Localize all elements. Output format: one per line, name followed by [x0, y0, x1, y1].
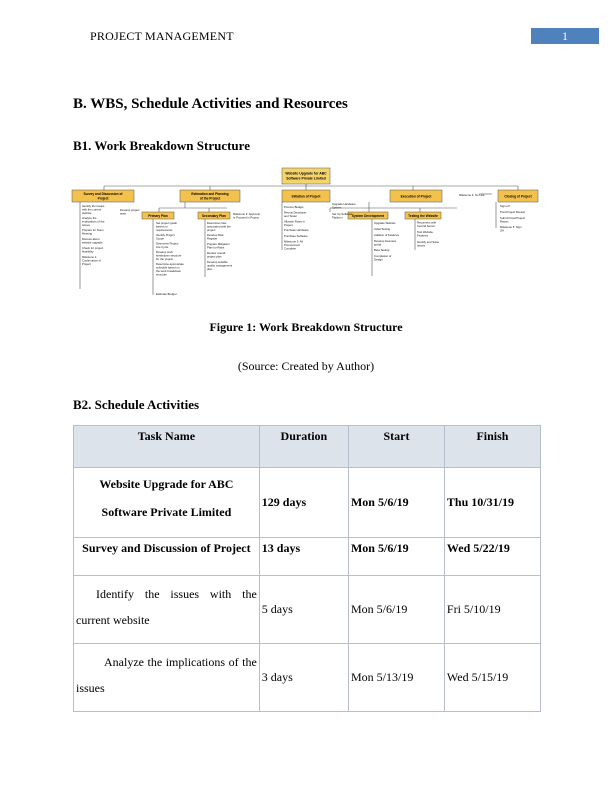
schedule-table — [73, 425, 541, 712]
wbs-diagram — [70, 164, 542, 300]
task-cell: Survey and Discussion of Project — [74, 538, 260, 576]
svg-text:Identify the issues: Identify the issues — [82, 204, 105, 208]
svg-text:portal: portal — [374, 242, 381, 247]
svg-text:Features: Features — [417, 233, 429, 238]
svg-text:Determine appropriate: Determine appropriate — [156, 262, 184, 266]
wbs-root-label-2: Software Private Limited — [286, 176, 326, 181]
svg-text:Milestone 1:: Milestone 1: — [82, 255, 98, 259]
svg-text:System Development: System Development — [351, 214, 385, 218]
svg-text:structure: structure — [156, 272, 167, 277]
svg-text:Complete: Complete — [284, 246, 296, 251]
finish-cell: Fri 5/10/19 — [444, 576, 540, 644]
svg-text:website upgrade: website upgrade — [82, 240, 103, 245]
wbs-heading: B1. Work Breakdown Structure — [73, 138, 250, 153]
svg-text:Develop suitable: Develop suitable — [207, 260, 228, 264]
svg-text:Addition of Features: Addition of Features — [374, 233, 400, 237]
running-header: PROJECT MANAGEMENT — [90, 29, 234, 43]
svg-text:Discuss about: Discuss about — [82, 237, 100, 241]
duration-cell: 3 days — [259, 644, 348, 712]
duration-cell: 5 days — [259, 576, 348, 644]
svg-text:Sign-off: Sign-off — [500, 204, 510, 208]
svg-text:Initial Testing: Initial Testing — [374, 227, 391, 231]
svg-text:Analyze the: Analyze the — [82, 216, 97, 220]
svg-text:Execution of Project: Execution of Project — [400, 194, 432, 199]
svg-text:associated with the: associated with the — [207, 224, 231, 229]
duration-cell: 13 days — [259, 538, 348, 576]
svg-text:implications of the: implications of the — [82, 219, 105, 224]
svg-text:Develop business: Develop business — [374, 239, 397, 243]
table-row — [74, 468, 541, 538]
svg-text:Check for project: Check for project — [82, 246, 104, 250]
svg-text:Recruit Developer: Recruit Developer — [284, 210, 307, 215]
table-row — [74, 576, 541, 644]
svg-text:Milestone 5: Sign: Milestone 5: Sign — [500, 225, 522, 229]
section-heading: B. WBS, Schedule Activities and Resources — [73, 96, 348, 112]
svg-text:Secondary Plan: Secondary Plan — [202, 214, 226, 218]
svg-text:Milestone 4: Go Live: Milestone 4: Go Live — [459, 193, 485, 197]
svg-text:Project: Project — [97, 196, 109, 201]
svg-text:Prepare for Team: Prepare for Team — [82, 228, 104, 232]
svg-text:and Tester: and Tester — [284, 214, 298, 218]
svg-text:Survey and Discussion of: Survey and Discussion of — [83, 192, 123, 196]
svg-text:Reconnect with: Reconnect with — [417, 220, 437, 225]
svg-text:Purchase Software: Purchase Software — [284, 234, 308, 238]
start-cell: Mon 5/13/19 — [348, 644, 444, 712]
svg-text:Allocate Roles in: Allocate Roles in — [284, 219, 305, 224]
svg-text:Develop Risk: Develop Risk — [207, 233, 224, 237]
task-cell: Website Upgrade for ABC Software Private Limited — [74, 468, 260, 538]
svg-text:Platform: Platform — [332, 215, 343, 220]
svg-text:Estimate Budget: Estimate Budget — [156, 292, 177, 296]
svg-text:Test Website: Test Website — [417, 230, 433, 234]
figure-source: (Source: Created by Author) — [237, 359, 375, 373]
svg-text:Off: Off — [500, 228, 504, 233]
svg-text:Report: Report — [500, 219, 509, 224]
svg-text:Plan for Risks: Plan for Risks — [207, 245, 225, 250]
svg-text:Confirmation of: Confirmation of — [82, 258, 101, 263]
svg-text:Life Cycle: Life Cycle — [156, 245, 169, 249]
start-cell: Mon 5/6/19 — [348, 538, 444, 576]
finish-cell: Thu 10/31/19 — [444, 468, 540, 538]
svg-text:based on: based on — [156, 224, 168, 229]
svg-text:Milestone 3: All: Milestone 3: All — [284, 239, 303, 244]
svg-text:Set project goals: Set project goals — [156, 221, 177, 225]
svg-text:Identify and Solve: Identify and Solve — [417, 240, 440, 244]
svg-text:Determine Project: Determine Project — [156, 241, 179, 246]
finish-cell: Wed 5/15/19 — [444, 644, 540, 712]
col-header-start: Start — [348, 426, 444, 468]
finish-cell: Wed 5/22/19 — [444, 538, 540, 576]
task-cell: Identify the issues with the current website — [74, 576, 260, 644]
svg-text:team: team — [120, 211, 127, 216]
svg-text:Develop project: Develop project — [120, 208, 140, 212]
svg-text:website: website — [82, 211, 92, 215]
task-cell: Analyze the implications of the issues — [74, 644, 260, 712]
svg-text:issues: issues — [82, 223, 90, 227]
svg-text:Initiation of Project: Initiation of Project — [291, 194, 321, 199]
figure-caption: Figure 1: Work Breakdown Structure — [209, 320, 403, 334]
page-number: 1 — [531, 28, 599, 44]
svg-text:quality management: quality management — [207, 263, 233, 268]
table-header-row — [74, 426, 541, 468]
svg-text:Design: Design — [374, 257, 383, 262]
svg-text:project plan: project plan — [207, 254, 222, 259]
svg-text:Determine risks: Determine risks — [207, 221, 227, 225]
svg-text:Beta Testing: Beta Testing — [374, 248, 390, 252]
svg-text:Upgrade Website: Upgrade Website — [374, 221, 396, 225]
svg-text:Develop work: Develop work — [156, 250, 173, 254]
svg-text:Procure Budget: Procure Budget — [284, 205, 304, 209]
svg-text:Upgrade Hardware: Upgrade Hardware — [332, 202, 356, 206]
svg-text:Procurement: Procurement — [284, 243, 301, 247]
svg-text:Meeting: Meeting — [82, 231, 92, 236]
svg-text:Project: Project — [82, 262, 91, 266]
duration-cell: 129 days — [259, 468, 348, 538]
svg-text:Set Up Software: Set Up Software — [332, 212, 353, 216]
svg-text:Central Server: Central Server — [417, 224, 436, 228]
wbs-leaf-items — [82, 193, 526, 296]
svg-text:Project: Project — [284, 223, 293, 227]
svg-text:schedule based on: schedule based on — [156, 265, 180, 270]
svg-text:System: System — [332, 205, 342, 210]
svg-text:for the project: for the project — [156, 257, 174, 261]
svg-text:Milestone 2: Approval: Milestone 2: Approval — [233, 212, 260, 216]
start-cell: Mon 5/6/19 — [348, 576, 444, 644]
svg-text:Submit Final Project: Submit Final Project — [500, 216, 526, 220]
svg-text:of the Project: of the Project — [199, 196, 221, 201]
svg-text:Post Project Review: Post Project Review — [500, 210, 526, 214]
col-header-task: Task Name — [74, 426, 260, 468]
table-row — [74, 538, 541, 576]
svg-text:plan: plan — [207, 267, 213, 271]
svg-text:breakdown structure: breakdown structure — [156, 253, 182, 258]
col-header-duration: Duration — [259, 426, 348, 468]
svg-text:Register: Register — [207, 236, 218, 241]
svg-text:Prepare Mitigation: Prepare Mitigation — [207, 242, 230, 246]
svg-text:Purchase Hardware: Purchase Hardware — [284, 228, 309, 232]
wbs-root-label: Website Upgrade for ABC — [285, 171, 327, 176]
svg-text:Testing the Website: Testing the Website — [408, 214, 438, 218]
svg-text:Scope: Scope — [156, 236, 164, 241]
svg-text:Primary Plan: Primary Plan — [148, 214, 168, 218]
col-header-finish: Finish — [444, 426, 540, 468]
svg-text:the work breakdown: the work breakdown — [156, 269, 182, 273]
start-cell: Mon 5/6/19 — [348, 468, 444, 538]
svg-text:Estimation and Planning: Estimation and Planning — [191, 192, 229, 196]
svg-text:project: project — [207, 228, 216, 232]
svg-text:feasibility: feasibility — [82, 249, 94, 254]
svg-text:Review overall: Review overall — [207, 251, 226, 255]
svg-text:Issues: Issues — [417, 243, 426, 248]
svg-text:requirements: requirements — [156, 228, 173, 232]
schedule-heading: B2. Schedule Activities — [73, 397, 200, 412]
svg-text:with the current: with the current — [82, 207, 102, 212]
svg-text:Closing of Project: Closing of Project — [504, 194, 532, 199]
svg-text:to Proceed in Project: to Proceed in Project — [233, 215, 259, 220]
table-row — [74, 644, 541, 712]
svg-text:Completion of: Completion of — [374, 254, 392, 258]
svg-text:Identify Project: Identify Project — [156, 233, 175, 237]
